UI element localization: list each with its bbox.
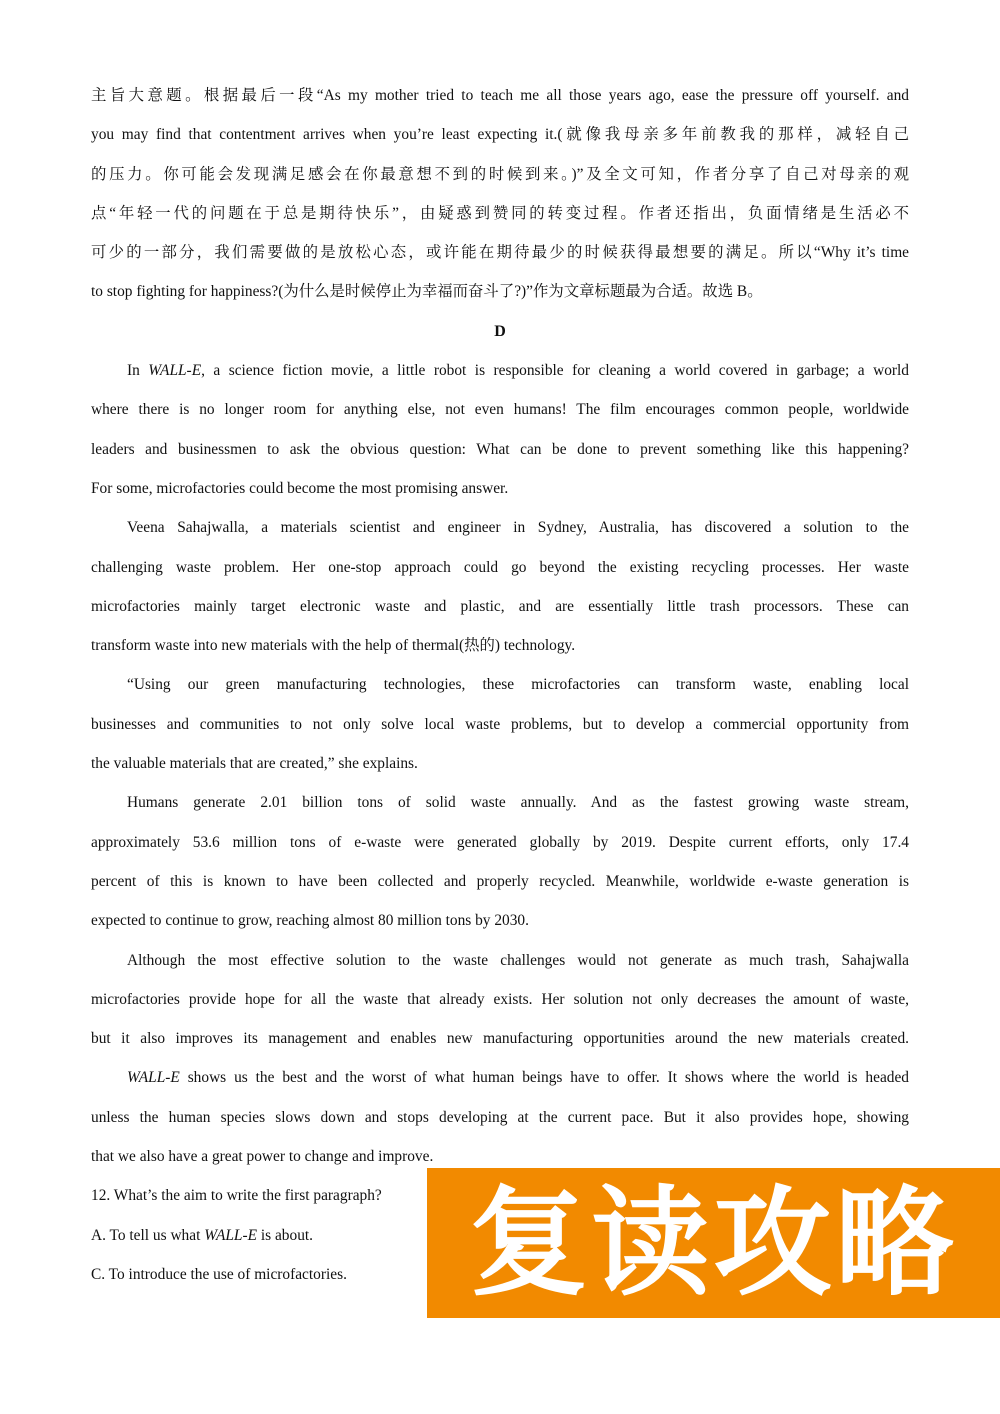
text-line [91,752,909,791]
text-line [91,988,909,1027]
text-segment: 的压力。你可能会发现满足感会在你最意想不到的时候到来。)”及全文可知，作者分享了自己对母亲的观 [91,165,909,183]
text-segment: “Using our green manufacturing technologies, these microfactories can transform waste, enabling local [127,676,909,694]
section-heading [91,320,909,359]
text-line [91,398,909,437]
text-segment: 可少的一部分，我们需要做的是放松心态，或许能在期待最少的时候获得最想要的满足。所以“Why it’s time [91,244,909,262]
text-line [91,477,909,516]
text-line [91,673,909,712]
watermark-banner [427,1168,1000,1318]
text-segment: Humans generate 2.01 billion tons of solid waste annually. And as the fastest growing waste stream, [127,794,909,812]
text-segment: , a science fiction movie, a little robot is responsible for cleaning a world covered in garbage; a world [201,362,909,380]
text-segment: transform waste into new materials with the help of thermal(热的) technology. [91,637,576,655]
text-segment: 主旨大意题。根据最后一段“As my mother tried to teach me all those years ago, ease the pressure off yourself. and [91,87,909,104]
text-segment: For some, microfactories could become the most promising answer. [91,479,509,497]
text-line [91,556,909,595]
text-line [91,84,909,123]
italic-title: WALL-E [148,362,202,380]
text-line [91,163,909,202]
text-line [91,280,909,319]
text-segment: is about. [257,1226,314,1244]
text-line [91,595,909,634]
text-segment: where there is no longer room for anything else, not even humans! The film encourages common people, worldwide [91,401,909,419]
text-segment: microfactories provide hope for all the waste that already exists. Her solution not only decreases the amount of waste, [91,990,909,1008]
document-body [91,84,909,1302]
text-line [91,241,909,280]
text-line [91,1066,909,1105]
text-segment: businesses and communities to not only solve local waste problems, but to develop a commercial opportunity from [91,715,909,733]
text-segment: A. To tell us what [91,1226,205,1244]
text-segment: unless the human species slows down and stops developing at the current pace. But it also provides hope, showing [91,1108,909,1126]
text-line [91,634,909,673]
text-line [91,123,909,162]
text-segment: percent of this is known to have been collected and properly recycled. Meanwhile, worldwide e-waste generation is [91,872,909,890]
text-segment: but it also improves its management and enables new manufacturing opportunities around the new materials created. [91,1030,909,1048]
text-line [91,831,909,870]
text-segment: to stop fighting for happiness?(为什么是时候停止为幸福而奋斗了?)”作为文章标题最为合适。故选 B。 [91,283,763,301]
text-segment: challenging waste problem. Her one-stop approach could go beyond the existing recycling processes. Her waste [91,558,909,576]
text-segment: In [127,362,149,380]
text-line [91,870,909,909]
text-segment: expected to continue to grow, reaching almost 80 million tons by 2030. [91,912,529,930]
text-line [91,359,909,398]
text-segment: 12. What’s the aim to write the first paragraph? [91,1187,382,1205]
text-segment: microfactories mainly target electronic waste and plastic, and are essentially little trash processors. These can [91,597,909,615]
text-line [91,516,909,555]
text-segment: leaders and businessmen to ask the obvious question: What can be done to prevent something like this happening? [91,440,909,458]
text-segment: Although the most effective solution to the waste challenges would not generate as much trash, Sahajwalla [127,951,909,969]
text-segment: you may find that contentment arrives when you’re least expecting it.(就像我母亲多年前教我的那样，减轻自己 [91,126,909,144]
text-segment: Veena Sahajwalla, a materials scientist and engineer in Sydney, Australia, has discovered a solution to the [127,519,909,537]
text-line [91,438,909,477]
text-line [91,949,909,988]
text-segment: approximately 53.6 million tons of e-waste were generated globally by 2019. Despite current efforts, only 17.4 [91,833,909,851]
text-segment: 点“年轻一代的问题在于总是期待快乐”，由疑惑到赞同的转变过程。作者还指出，负面情绪是生活必不 [91,204,909,222]
text-line [91,713,909,752]
text-line [91,909,909,948]
text-segment: C. To introduce the use of microfactories. [91,1265,347,1283]
text-line [91,1027,909,1066]
banner-text: 复读攻略 [469,1174,958,1312]
text-segment: shows us the best and the worst of what human beings have to offer. It shows where the world is headed [179,1069,909,1087]
text-segment: that we also have a great power to change and improve. [91,1148,434,1166]
text-segment: the valuable materials that are created,” she explains. [91,755,418,773]
italic-title: WALL-E [204,1226,258,1244]
text-line [91,791,909,830]
text-line [91,1106,909,1145]
italic-title: WALL-E [127,1069,180,1087]
text-segment: D [494,322,506,340]
text-line [91,202,909,241]
